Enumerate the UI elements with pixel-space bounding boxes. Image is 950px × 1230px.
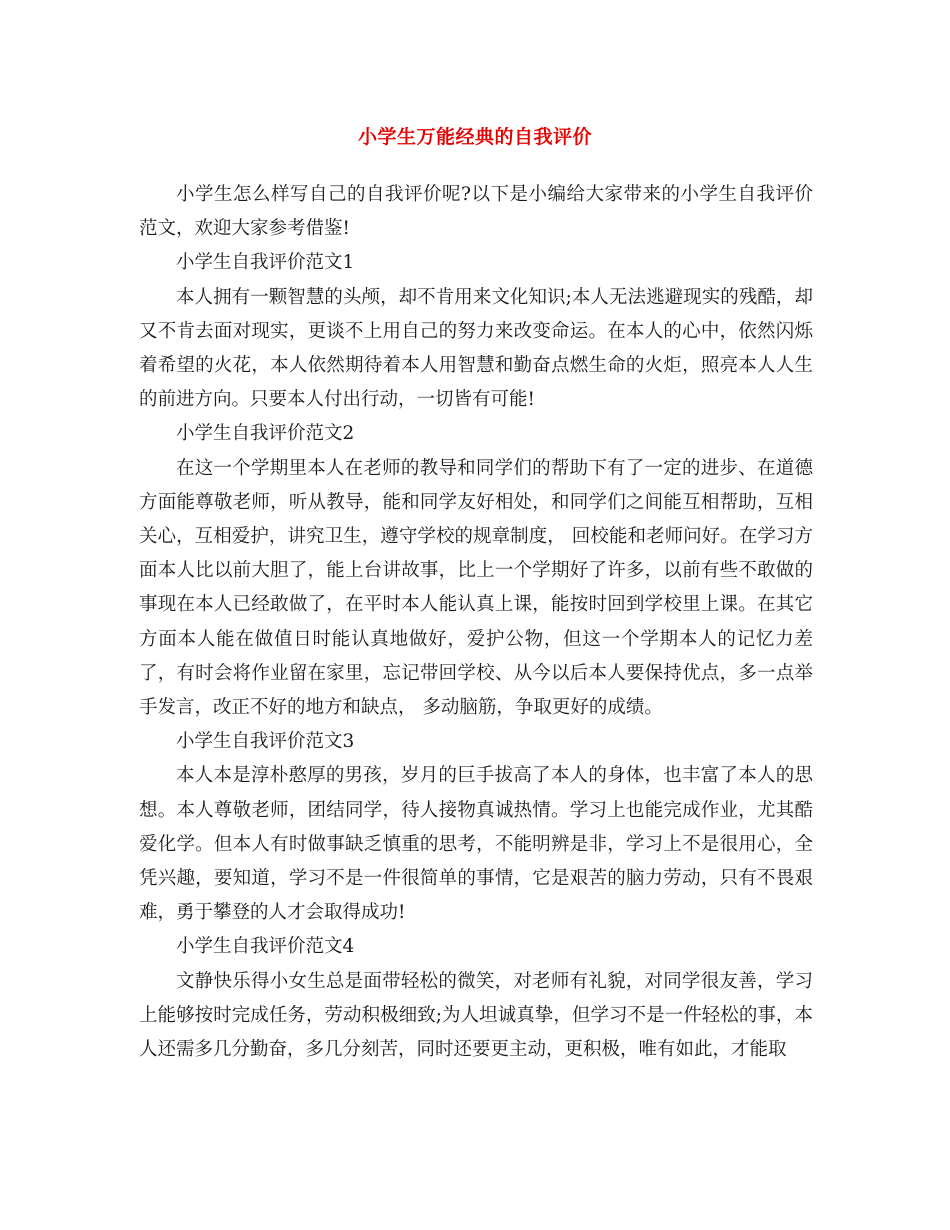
section-heading-2: 小学生自我评价范文2	[176, 423, 355, 445]
section-heading-1: 小学生自我评价范文1	[176, 252, 355, 274]
section-heading-3: 小学生自我评价范文3	[176, 731, 355, 753]
document-title: 小学生万能经典的自我评价	[357, 126, 592, 148]
section-3-paragraph: 本人本是淳朴憨厚的男孩，岁月的巨手拔高了本人的身体，也丰富了本人的思想。本人尊敬老师，团结同学，待人接物真诚热情。学习上也能完成作业，尤其酷爱化学。但本人有时做事缺乏慎重的思考，不能明辨是非，学习上不是很用心，全凭兴趣，要知道，学习不是一件很简单的事情，它是艰苦的脑力劳动，只有不畏艰难，勇于攀登的人才会取得成功!	[139, 765, 813, 924]
intro-paragraph: 小学生怎么样写自己的自我评价呢?以下是小编给大家带来的小学生自我评价范文，欢迎大家参考借鉴!	[139, 184, 813, 240]
section-2-paragraph: 在这一个学期里本人在老师的教导和同学们的帮助下有了一定的进步、在道德方面能尊敬老师，听从教导，能和同学友好相处，和同学们之间能互相帮助，互相关心，互相爱护，讲究卫生，遵守学校的规章制度， 回校能和老师问好。在学习方面本人比以前大胆了，能上台讲故事，比上一个学期好了许多，以前有些不敢做的事现在本人已经敢做了，在平时本人能认真上课，能按时回到学校里上课。在其它方面本人能在做值日时能认真地做好，爱护公物，但这一个学期本人的记忆力差了，有时会将作业留在家里，忘记带回学校、从今以后本人要保持优点，多一点举手发言，改正不好的地方和缺点， 多动脑筋，争取更好的成绩。	[139, 457, 813, 719]
section-1-paragraph: 本人拥有一颗智慧的头颅，却不肯用来文化知识;本人无法逃避现实的残酷，却又不肯去面对现实，更谈不上用自己的努力来改变命运。在本人的心中，依然闪烁着希望的火花，本人依然期待着本人用智慧和勤奋点燃生命的火炬，照亮本人人生的前进方向。只要本人付出行动，一切皆有可能!	[139, 286, 813, 411]
section-heading-4: 小学生自我评价范文4	[176, 936, 355, 958]
document-body	[139, 178, 813, 1067]
section-4-paragraph: 文静快乐得小女生总是面带轻松的微笑，对老师有礼貌，对同学很友善，学习上能够按时完成任务，劳动积极细致;为人坦诚真挚，但学习不是一件轻松的事，本人还需多几分勤奋，多几分刻苦，同时还要更主动，更积极，唯有如此，才能取	[139, 970, 813, 1061]
